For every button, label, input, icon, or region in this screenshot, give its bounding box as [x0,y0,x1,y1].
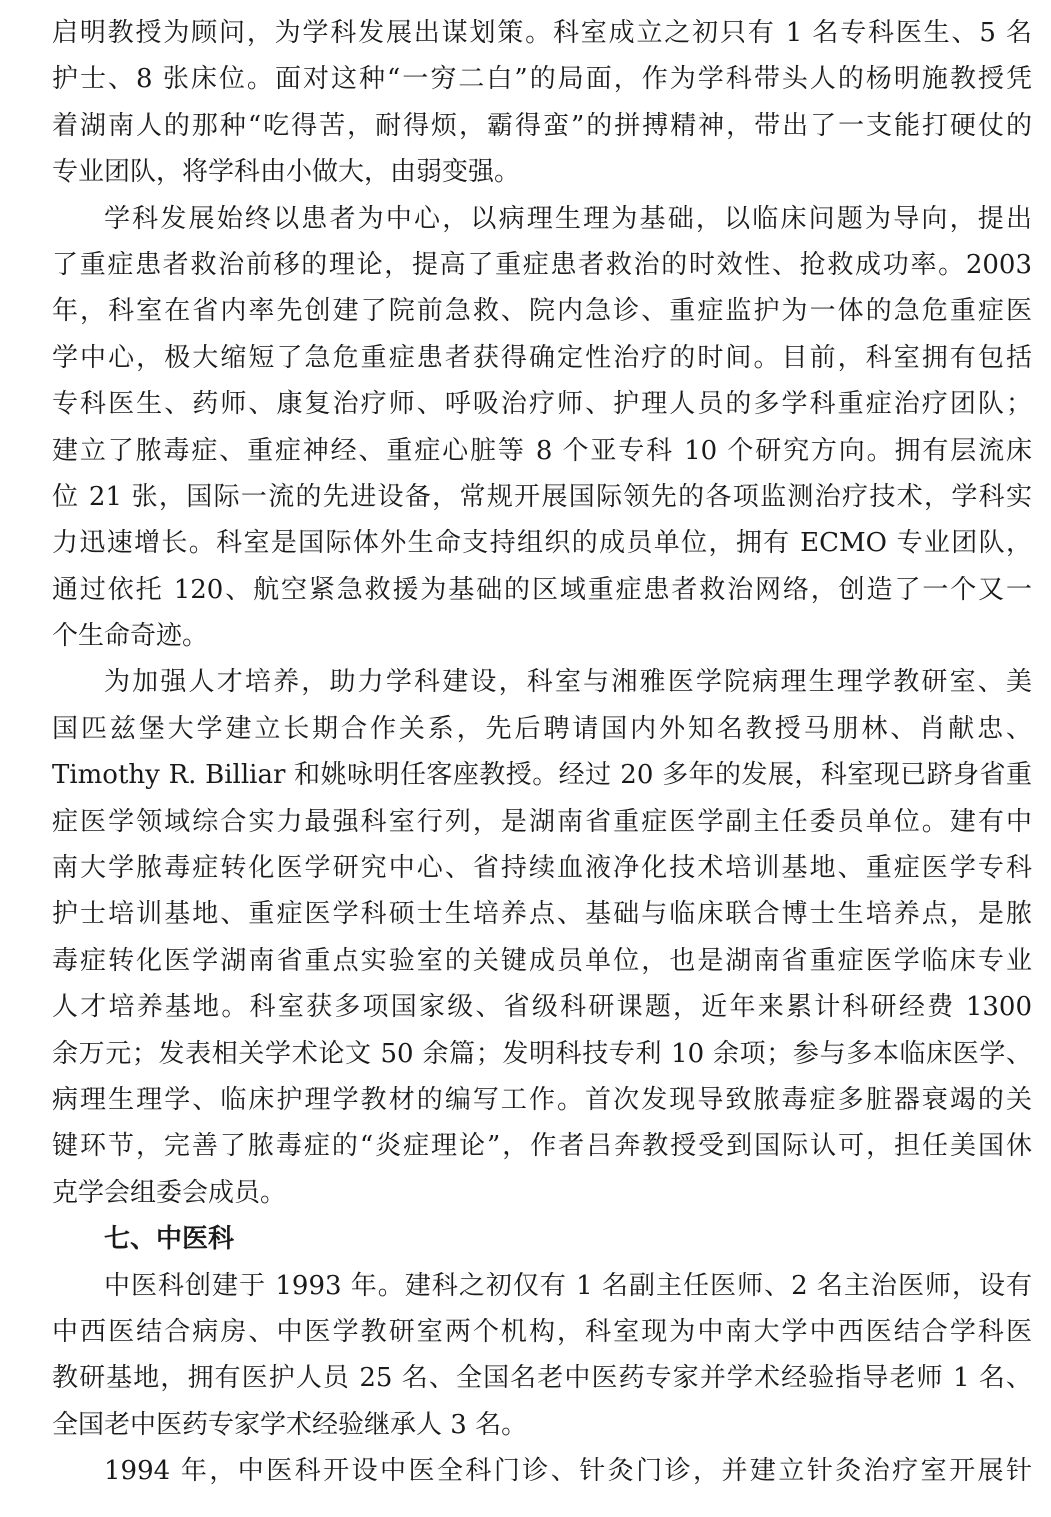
text-line [52,706,1032,752]
text-line [52,1309,1032,1355]
text-line [52,1077,1032,1123]
line-text: 专科医生、药师、康复治疗师、呼吸治疗师、护理人员的多学科重症治疗团队； [52,389,1032,420]
line-text: 1994 年，中医科开设中医全科门诊、针灸门诊，并建立针灸治疗室开展针 [104,1456,1032,1487]
line-text: 国匹兹堡大学建立长期合作关系，先后聘请国内外知名教授马朋林、肖献忠、 [52,713,1032,744]
line-text: 专业团队，将学科由小做大，由弱变强。 [52,157,521,188]
text-line [52,242,1032,288]
text-line [52,1170,1032,1216]
line-text: 建立了脓毒症、重症神经、重症心脏等 8 个亚专科 10 个研究方向。拥有层流床 [52,435,1032,466]
line-text: 通过依托 120、航空紧急救援为基础的区域重症患者救治网络，创造了一个又一 [52,574,1032,605]
text-line [52,288,1032,334]
line-text: 南大学脓毒症转化医学研究中心、省持续血液净化技术培训基地、重症医学专科 [52,853,1032,884]
text-line [52,1263,1032,1309]
text-line [52,752,1032,798]
text-line [52,1402,1032,1448]
text-line [52,1031,1032,1077]
text-line [52,381,1032,427]
line-text: 余万元；发表相关学术论文 50 余篇；发明科技专利 10 余项；参与多本临床医学、 [52,1038,1032,1069]
text-line [52,845,1032,891]
line-text: 病理生理学、临床护理学教材的编写工作。首次发现导致脓毒症多脏器衰竭的关 [52,1084,1032,1115]
line-text: 人才培养基地。科室获多项国家级、省级科研课题，近年来累计科研经费 1300 [52,992,1032,1023]
text-line [52,474,1032,520]
line-text: 毒症转化医学湖南省重点实验室的关键成员单位，也是湖南省重症医学临床专业 [52,945,1032,976]
text-line [52,1123,1032,1169]
text-line [52,613,1032,659]
text-line [52,984,1032,1030]
line-text: 教研基地，拥有医护人员 25 名、全国名老中医药专家并学术经验指导老师 1 名、 [52,1363,1032,1394]
text-line [52,799,1032,845]
line-text: 学中心，极大缩短了急危重症患者获得确定性治疗的时间。目前，科室拥有包括 [52,342,1032,373]
line-text: 个生命奇迹。 [52,621,209,652]
text-line [52,10,1032,56]
text-line [52,335,1032,381]
text-line [52,659,1032,705]
text-line [52,103,1032,149]
text-line [52,938,1032,984]
line-text: 键环节，完善了脓毒症的“炎症理论”，作者吕奔教授受到国际认可，担任美国休 [52,1131,1032,1162]
text-line [52,1355,1032,1401]
text-line [52,567,1032,613]
line-text: 为加强人才培养，助力学科建设，科室与湘雅医学院病理生理学教研室、美 [104,667,1032,698]
line-text: 位 21 张，国际一流的先进设备，常规开展国际领先的各项监测治疗技术，学科实 [52,481,1032,512]
text-line [52,149,1032,195]
line-text: Timothy R. Billiar 和姚咏明任客座教授。经过 20 多年的发展，科室现已跻身省重 [52,760,1032,791]
line-text: 全国老中医药专家学术经验继承人 3 名。 [52,1409,528,1440]
text-line [52,520,1032,566]
text-line [52,1448,1032,1494]
line-text: 启明教授为顾问，为学科发展出谋划策。科室成立之初只有 1 名专科医生、5 名 [52,18,1032,48]
line-text: 七、中医科 [104,1224,235,1255]
text-line [52,891,1032,937]
text-line [52,428,1032,474]
line-text: 克学会组委会成员。 [52,1177,287,1208]
line-text: 学科发展始终以患者为中心，以病理生理为基础，以临床问题为导向，提出 [104,203,1032,234]
line-text: 了重症患者救治前移的理论，提高了重症患者救治的时效性、抢救成功率。2003 [52,249,1032,280]
text-line [52,56,1032,102]
text-line [52,196,1032,242]
line-text: 中西医结合病房、中医学教研室两个机构，科室现为中南大学中西医结合学科医 [52,1316,1032,1347]
section-heading [52,1216,1032,1262]
line-text: 中医科创建于 1993 年。建科之初仅有 1 名副主任医师、2 名主治医师，设有 [104,1270,1032,1301]
line-text: 症医学领域综合实力最强科室行列，是湖南省重症医学副主任委员单位。建有中 [52,806,1032,837]
line-text: 着湖南人的那种“吃得苦，耐得烦，霸得蛮”的拼搏精神，带出了一支能打硬仗的 [52,110,1032,141]
line-text: 年，科室在省内率先创建了院前急救、院内急诊、重症监护为一体的急危重症医 [52,296,1032,327]
line-text: 力迅速增长。科室是国际体外生命支持组织的成员单位，拥有 ECMO 专业团队， [52,528,1032,559]
line-text: 护士培训基地、重症医学科硕士生培养点、基础与临床联合博士生培养点，是脓 [52,899,1032,930]
line-text: 护士、8 张床位。面对这种“一穷二白”的局面，作为学科带头人的杨明施教授凭 [52,64,1032,95]
document-page [52,10,1032,1495]
